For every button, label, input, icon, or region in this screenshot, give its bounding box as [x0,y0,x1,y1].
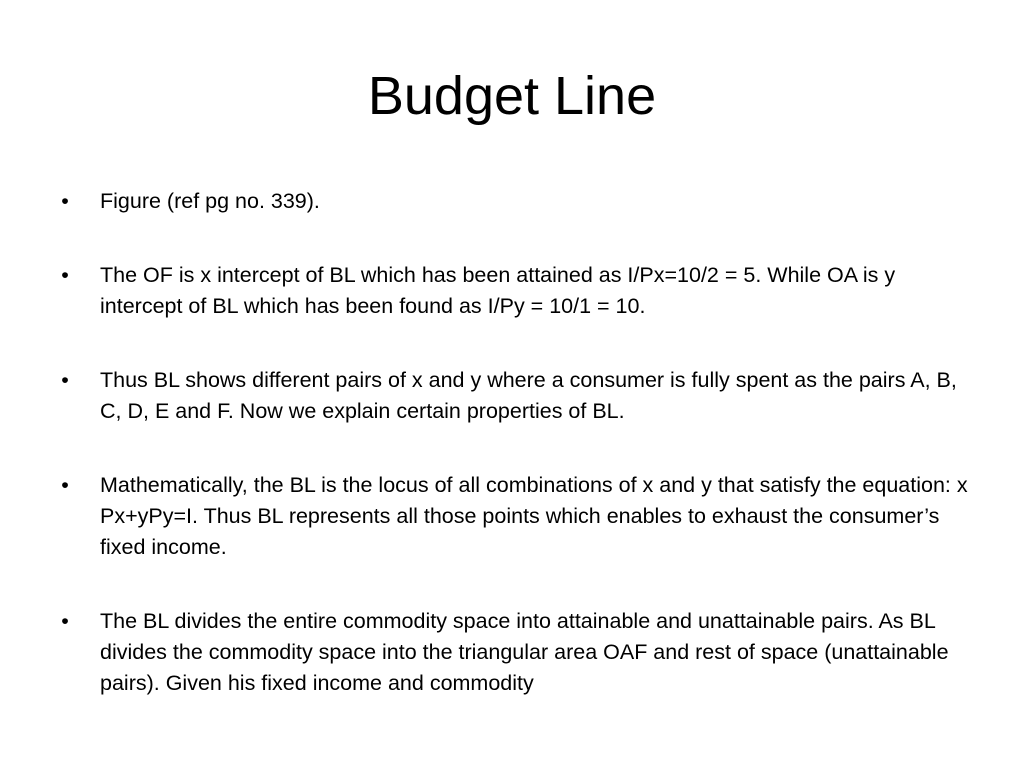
bullet-text: The BL divides the entire commodity space into attainable and unattainable pairs. As BL divides the commodity space into the triangular area OAF and rest of space (unattainable pairs). Given his fixed income and commodity [100,609,949,695]
bullet-marker: • [61,609,69,633]
bullet-marker: • [61,263,69,287]
bullet-item [58,260,968,322]
bullet-text: The OF is x intercept of BL which has been attained as I/Px=10/2 = 5. While OA is y intercept of BL which has been found as I/Py = 10/1 = 10. [100,263,896,318]
bullet-marker: • [61,473,69,497]
bullet-text: Mathematically, the BL is the locus of all combinations of x and y that satisfy the equation: x Px+yPy=I. Thus BL represents all those points which enables to exhaust the consumer’s fixed income. [100,473,968,559]
bullet-text: Thus BL shows different pairs of x and y where a consumer is fully spent as the pairs A, B, C, D, E and F. Now we explain certain properties of BL. [100,368,957,423]
bullet-item [58,365,968,427]
bullet-text: Figure (ref pg no. 339). [100,189,320,213]
bullet-marker: • [61,189,69,213]
slide-title: Budget Line [367,66,657,126]
bullet-item [58,186,968,217]
bullet-list [58,186,968,699]
bullet-item [58,470,968,563]
bullet-marker: • [61,368,69,392]
bullet-item [58,606,968,699]
